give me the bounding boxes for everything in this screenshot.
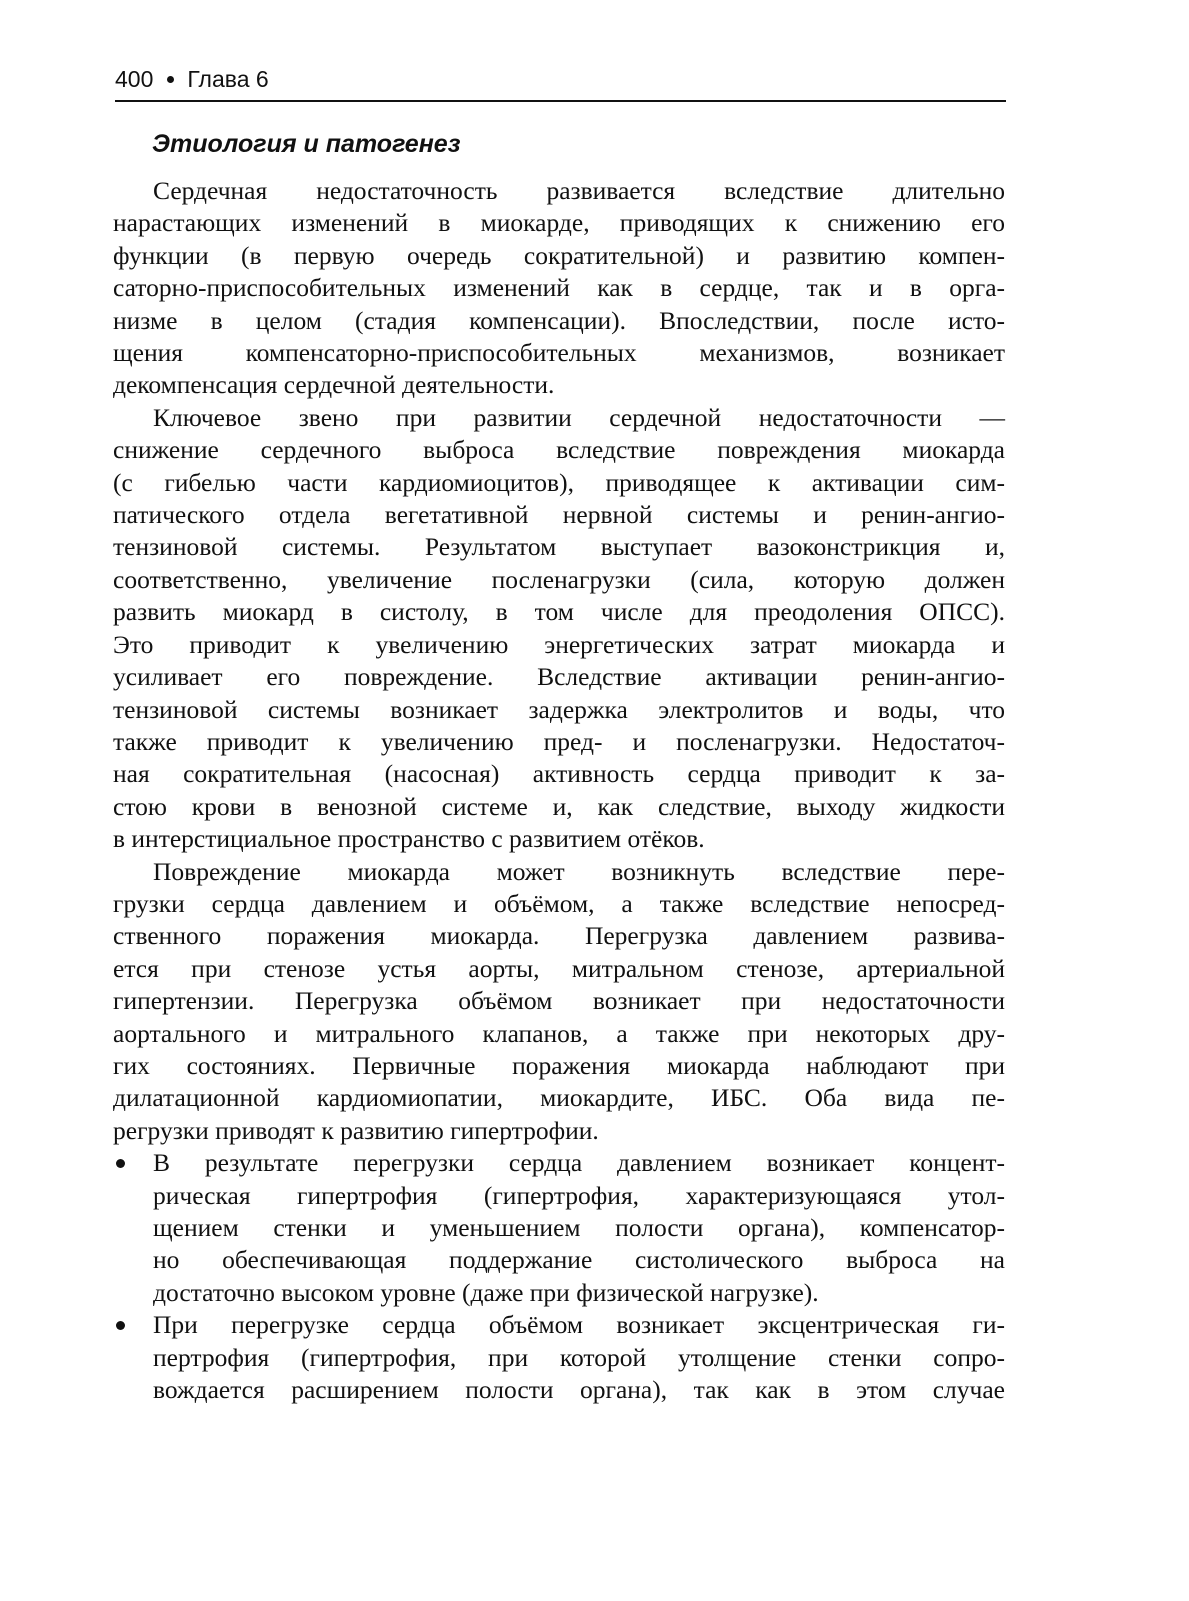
text-line: аортального и митрального клапанов, а также при некоторых дру- <box>113 1018 1005 1048</box>
text-line: тензиновой системы. Результатом выступает вазоконстрикция и, <box>113 532 1005 562</box>
text-line: саторно-приспособительных изменений как в сердце, так и в орга- <box>113 273 1005 303</box>
text-line: гипертензии. Перегрузка объёмом возникает при недостаточности <box>113 986 1005 1016</box>
text-line: рическая гипертрофия (гипертрофия, характеризующаяся утол- <box>153 1180 1005 1210</box>
text-line: нарастающих изменений в миокарде, приводящих к снижению его <box>113 208 1005 238</box>
text-line: вождается расширением полости органа), так как в этом случае <box>153 1375 1005 1405</box>
text-line: щения компенсаторно-приспособительных механизмов, возникает <box>113 338 1005 368</box>
paragraph <box>113 856 1005 1148</box>
text-line: грузки сердца давлением и объёмом, а также вследствие непосред- <box>113 888 1005 918</box>
text-line: Ключевое звено при развитии сердечной недостаточности — <box>153 402 1005 432</box>
text-line: также приводит к увеличению пред- и посленагрузки. Недостаточ- <box>113 726 1005 756</box>
text-line: ная сократительная (насосная) активность сердца приводит к за- <box>113 759 1005 789</box>
text-line: усиливает его повреждение. Вследствие активации ренин-ангио- <box>113 662 1005 692</box>
paragraph <box>113 402 1005 856</box>
bullet-list <box>113 1147 1005 1406</box>
running-head <box>115 64 1006 102</box>
text-line: (с гибелью части кардиомиоцитов), приводящее к активации сим- <box>113 467 1005 497</box>
text-line: стою крови в венозной системе и, как следствие, выходу жидкости <box>113 791 1005 821</box>
section-heading: Этиология и патогенез <box>152 130 461 158</box>
text-line: дилатационной кардиомиопатии, миокардите, ИБС. Оба вида пе- <box>113 1083 1005 1113</box>
text-line: щением стенки и уменьшением полости органа), компенсатор- <box>153 1213 1005 1242</box>
bullet-icon <box>116 1321 125 1330</box>
text-line: Повреждение миокарда может возникнуть вследствие пере- <box>153 856 1005 886</box>
text-line: декомпенсация сердечной деятельности. <box>113 370 555 400</box>
text-line: в интерстициальное пространство с развитием отёков. <box>113 824 705 854</box>
page-number: 400 <box>115 66 154 92</box>
text-line: ется при стенозе устья аорты, митральном стенозе, артериальной <box>113 953 1005 983</box>
bullet-separator-icon <box>167 76 174 83</box>
text-line: снижение сердечного выброса вследствие повреждения миокарда <box>113 435 1005 465</box>
text-line: Это приводит к увеличению энергетических затрат миокарда и <box>113 629 1005 659</box>
text-line: но обеспечивающая поддержание систолического выброса на <box>153 1245 1005 1275</box>
text-line: соответственно, увеличение посленагрузки (сила, которую должен <box>113 564 1005 594</box>
list-item <box>113 1147 1005 1309</box>
paragraph <box>113 175 1005 402</box>
text-line: регрузки приводят к развитию гипертрофии. <box>113 1115 599 1145</box>
text-line: При перегрузке сердца объёмом возникает эксцентрическая ги- <box>153 1310 1005 1340</box>
text-line: пертрофия (гипертрофия, при которой утолщение стенки сопро- <box>153 1342 1005 1372</box>
text-line: низме в целом (стадия компенсации). Впоследствии, после исто- <box>113 305 1005 335</box>
text-line: В результате перегрузки сердца давлением возникает концент- <box>153 1148 1005 1178</box>
text-line: Сердечная недостаточность развивается вследствие длительно <box>153 176 1005 205</box>
text-line: функции (в первую очередь сократительной) и развитию компен- <box>113 240 1005 270</box>
body-text <box>113 175 1005 1406</box>
text-line: достаточно высоком уровне (даже при физической нагрузке). <box>153 1277 819 1307</box>
paragraphs <box>113 175 1005 1147</box>
text-line: гих состояниях. Первичные поражения миокарда наблюдают при <box>113 1050 1005 1080</box>
text-line: патического отдела вегетативной нервной системы и ренин-ангио- <box>113 500 1005 530</box>
text-line: тензиновой системы возникает задержка электролитов и воды, что <box>113 694 1005 724</box>
text-line: ственного поражения миокарда. Перегрузка давлением развива- <box>113 921 1005 951</box>
chapter-title: Глава 6 <box>187 66 269 92</box>
text-line: развить миокард в систолу, в том числе для преодоления ОПСС). <box>113 597 1005 627</box>
list-item <box>113 1309 1005 1406</box>
bullet-icon <box>116 1159 125 1168</box>
